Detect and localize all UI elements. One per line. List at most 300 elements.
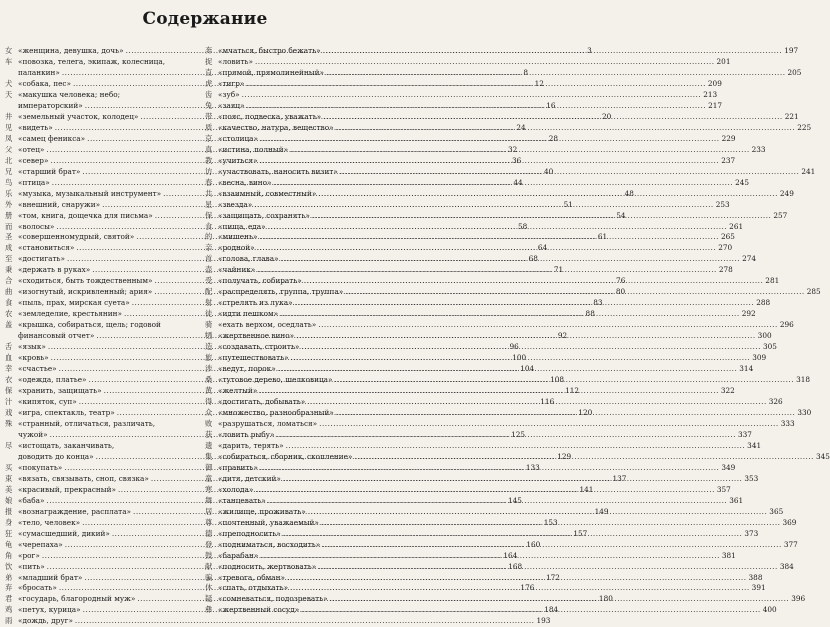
dot-leader (259, 386, 719, 397)
entry-title: «столица» (218, 133, 258, 143)
entry-title: «государь, благородный муж» (18, 594, 136, 604)
entry-title: «холода» (218, 484, 254, 494)
toc-entry[interactable] (5, 419, 201, 430)
entry-page-number: 157 (573, 528, 588, 538)
dot-leader (257, 243, 717, 254)
dot-leader (308, 507, 768, 518)
entry-character: 败 (205, 418, 213, 428)
entry-character: 戏 (5, 407, 13, 417)
entry-character: 曲 (5, 287, 13, 297)
entry-character: 寒 (205, 484, 213, 494)
entry-title: «идти пешком» (218, 309, 279, 319)
entry-page-number: 129 (557, 451, 572, 461)
entry-page-number: 76 (616, 276, 626, 286)
entry-page-number: 180 (598, 594, 613, 604)
entry-title: «красивый, прекрасный» (18, 484, 116, 494)
entry-page-number: 58 (517, 221, 528, 231)
entry-page-number: 149 (594, 506, 609, 516)
entry-page-number: 28 (548, 133, 559, 143)
entry-character: 疑 (205, 594, 213, 604)
entry-character: 鸟 (5, 177, 13, 187)
entry-page-number: 381 (721, 550, 736, 560)
entry-title: «птица» (18, 177, 50, 187)
entry-character: 得 (205, 397, 213, 406)
entry-title: «становиться» (18, 243, 75, 253)
entry-title: «баба» (18, 495, 45, 505)
dot-leader (254, 200, 714, 211)
entry-title: «ехать верхом, оседлать» (218, 320, 317, 330)
dot-leader (318, 189, 778, 200)
entry-title: «держать в руках» (18, 265, 91, 275)
entry-character: 带 (205, 111, 213, 121)
entry-title: «разрушаться, ломаться» (218, 418, 318, 428)
entry-page-number: 245 (735, 177, 750, 187)
entry-title: «весна, вино» (218, 177, 272, 187)
entry-page-number: 400 (762, 605, 777, 615)
entry-page-number: 36 (512, 155, 522, 165)
entry-page-number: 44 (513, 177, 523, 187)
entry-page-number: 32 (507, 144, 518, 154)
entry-character: 德 (205, 528, 213, 538)
entry-character: 井 (5, 111, 13, 121)
entry-character: 狂 (5, 528, 13, 538)
entry-page-number: 108 (550, 375, 565, 385)
entry-character: 黄 (205, 386, 213, 396)
dot-leader (287, 573, 747, 584)
dot-leader (276, 430, 736, 441)
dot-leader (345, 287, 805, 298)
entry-page-number: 281 (765, 276, 780, 286)
dot-leader (312, 211, 772, 222)
entry-title: «старший брат» (18, 166, 81, 176)
entry-character: 龟 (5, 539, 13, 549)
page-title: Содержание (142, 9, 268, 29)
entry-character: 雨 (5, 616, 13, 626)
entry-page-number: 384 (779, 561, 794, 571)
dot-leader (323, 112, 783, 123)
entry-character: 奔 (205, 46, 213, 55)
entry-title: финансовый отчет» (18, 331, 95, 341)
entry-character: 身 (5, 517, 13, 527)
entry-character: 首 (205, 254, 213, 264)
dot-leader (322, 540, 782, 551)
entry-character: 真 (205, 144, 213, 154)
dot-leader (280, 309, 740, 320)
entry-page-number: 296 (779, 320, 794, 330)
entry-title: «счастье» (18, 364, 57, 374)
entry-title: «истина, полный» (218, 144, 289, 154)
entry-title: «барабан» (218, 550, 259, 560)
entry-page-number: 309 (752, 353, 767, 363)
entry-title: «петух, курица» (18, 605, 81, 615)
dot-leader (274, 178, 734, 189)
entry-page-number: 176 (520, 583, 535, 593)
entry-character: 共 (205, 188, 213, 198)
entry-title: «кипяток, суп» (18, 397, 77, 406)
dot-leader (336, 408, 796, 419)
entry-page-number: 61 (597, 232, 608, 242)
dot-leader (255, 57, 715, 68)
entry-page-number: 160 (526, 539, 541, 549)
entry-character: 乐 (5, 188, 13, 198)
entry-character: 彝 (205, 605, 213, 615)
entry-title: «взаимный, совместный» (218, 188, 317, 198)
entry-character: 鸡 (5, 605, 13, 615)
entry-character: 亲 (205, 243, 213, 253)
entry-page-number: 209 (707, 78, 722, 88)
entry-title: «учиться» (218, 155, 258, 165)
entry-character: 食 (205, 221, 213, 231)
toc-entry[interactable] (205, 320, 794, 331)
entry-title: «сумасшедший, дикий» (18, 528, 110, 538)
dot-leader (246, 79, 706, 90)
entry-title: «одежда, платье» (18, 375, 87, 385)
entry-title: «хранить, защищать» (18, 386, 102, 396)
entry-title: «земледелие, крестьянин» (18, 309, 122, 319)
entry-title: «достигать» (18, 254, 65, 264)
entry-title: «мишень» (218, 232, 258, 242)
toc-entry[interactable] (5, 320, 201, 331)
toc-entry[interactable] (5, 90, 201, 101)
entry-title: «видеть» (18, 122, 53, 132)
entry-character: 集 (205, 451, 213, 461)
entry-character: 汁 (5, 397, 13, 406)
entry-title: «ловить» (218, 56, 253, 66)
entry-character: 血 (5, 353, 13, 363)
entry-page-number: 333 (780, 418, 795, 428)
entry-page-number: 137 (612, 473, 627, 483)
entry-page-number: 305 (762, 342, 777, 352)
entry-character: 访 (205, 166, 213, 176)
entry-page-number: 318 (796, 375, 810, 385)
dot-leader (247, 101, 707, 112)
entry-page-number: 51 (563, 199, 573, 209)
entry-title: «тело, человек» (18, 517, 81, 527)
toc-entry[interactable] (205, 56, 731, 68)
entry-page-number: 54 (616, 210, 626, 220)
dot-leader (259, 232, 719, 243)
entry-title: «дарить, терять» (218, 440, 284, 450)
entry-character: 食 (5, 298, 13, 308)
entry-page-number: 168 (508, 561, 523, 571)
entry-page-number: 213 (703, 89, 718, 99)
entry-title: «бросать» (18, 583, 57, 593)
entry-title: «жертвенный сосуд» (218, 605, 300, 615)
entry-title: «тигр» (218, 78, 245, 88)
dot-leader (260, 463, 720, 474)
entry-character: 众 (205, 407, 213, 417)
entry-page-number: 141 (579, 484, 594, 494)
dot-leader (75, 616, 535, 627)
entry-character: 农 (5, 309, 13, 319)
entry-title: «спать, отдыхать» (218, 583, 289, 593)
toc-entry[interactable] (5, 616, 551, 627)
entry-page-number: 225 (797, 122, 812, 132)
entry-character: 获 (205, 429, 213, 439)
entry-title: «ведут, порок» (218, 364, 276, 374)
entry-page-number: 285 (806, 287, 821, 297)
entry-title: «пить» (18, 561, 45, 571)
entry-page-number: 8 (523, 67, 529, 77)
entry-character: 兄 (5, 166, 13, 176)
entry-character: 徒 (205, 309, 213, 319)
entry-page-number: 48 (624, 188, 634, 198)
entry-page-number: 292 (741, 309, 756, 319)
toc-entry[interactable] (205, 440, 762, 452)
dot-leader (295, 298, 755, 309)
entry-character: 圣 (5, 232, 13, 242)
dot-leader (268, 222, 728, 233)
dot-leader (281, 254, 741, 265)
entry-title: «север» (18, 155, 49, 165)
dot-leader (290, 583, 750, 594)
entry-page-number: 345 (815, 451, 830, 461)
dot-leader (286, 441, 746, 452)
entry-page-number: 288 (756, 298, 771, 308)
entry-character: 献 (205, 561, 213, 571)
entry-title: «собираться, сборник, скопление» (218, 451, 353, 461)
entry-page-number: 125 (511, 429, 526, 439)
dot-leader (296, 331, 756, 342)
entry-title: «желтый» (218, 386, 258, 396)
entry-title: «путешествовать» (218, 353, 289, 363)
entry-page-number: 164 (503, 550, 518, 560)
dot-leader (323, 46, 783, 57)
entry-character: 齿 (205, 89, 213, 99)
entry-title: «подносить, жертвовать» (218, 561, 317, 571)
entry-character: 弃 (5, 583, 13, 593)
dot-leader (330, 594, 790, 605)
entry-title: «зуб» (218, 89, 240, 99)
entry-title: «отец» (18, 144, 45, 154)
entry-title: «изогнутый, искривленный; ария» (18, 287, 153, 297)
entry-character: 居 (205, 506, 213, 516)
entry-character: 舌 (5, 342, 13, 352)
entry-page-number: 278 (718, 265, 733, 275)
entry-title: «чайник» (218, 265, 256, 275)
dot-leader (340, 167, 800, 178)
entry-character: 骑 (205, 320, 213, 330)
entry-title: «подниматься, восходить» (218, 539, 321, 549)
entry-title: «прямой, прямолинейный» (218, 67, 324, 77)
entry-title: «истощать, заканчивать, (18, 440, 115, 450)
dot-leader (268, 496, 728, 507)
entry-page-number: 205 (787, 67, 802, 77)
entry-page-number: 40 (543, 166, 554, 176)
toc-entry[interactable] (5, 57, 201, 68)
entry-page-number: 92 (557, 331, 568, 341)
entry-character: 犬 (5, 78, 13, 88)
entry-title: «сомневаться, подозревать» (218, 594, 328, 604)
entry-title: «самец феникса» (18, 133, 86, 143)
entry-page-number: 20 (601, 111, 612, 121)
entry-page-number: 365 (769, 506, 784, 516)
dot-leader (255, 485, 715, 496)
entry-page-number: 369 (782, 517, 797, 527)
entry-character: 尊 (205, 517, 213, 527)
entry-page-number: 24 (516, 122, 526, 132)
entry-page-number: 112 (565, 386, 580, 396)
entry-page-number: 241 (801, 166, 816, 176)
entry-title: «волосы» (18, 221, 55, 231)
entry-title: «распределять, группа, труппа» (218, 287, 344, 297)
entry-character: 鼓 (205, 550, 213, 560)
entry-title: «макушка человека; небо; (18, 89, 121, 99)
entry-page-number: 233 (751, 144, 766, 154)
entry-title: «музыка, музыкальный инструмент» (18, 188, 162, 198)
entry-title: «участвовать, наносить визит» (218, 166, 338, 176)
entry-page-number: 201 (716, 56, 731, 66)
entry-page-number: 257 (773, 210, 788, 220)
entry-title: доводить до конца» (18, 451, 94, 461)
entry-character: 饮 (5, 561, 13, 571)
entry-character: 而 (5, 221, 13, 231)
entry-character: 凤 (5, 133, 13, 143)
entry-page-number: 274 (742, 254, 757, 264)
entry-page-number: 64 (537, 243, 548, 253)
entry-title: «пыль, прах, мирская суета» (18, 298, 130, 308)
entry-title: «язык» (18, 342, 46, 352)
entry-page-number: 377 (783, 539, 798, 549)
entry-title: «пища, еда» (218, 221, 266, 231)
entry-title: «звезда» (218, 199, 253, 209)
entry-character: 束 (5, 473, 13, 483)
entry-character: 车 (5, 56, 13, 66)
entry-page-number: 300 (757, 331, 772, 341)
entry-title: чужой» (18, 429, 48, 439)
entry-title: «том, книга, дощечка для письма» (18, 210, 153, 220)
entry-character: 直 (205, 67, 213, 77)
dot-leader (290, 145, 750, 156)
entry-title: «черепаха» (18, 539, 63, 549)
dot-leader (336, 123, 796, 134)
entry-character: 星 (205, 199, 213, 209)
entry-title: «крышка, собираться, щель; годовой (18, 320, 161, 330)
dot-leader (318, 562, 778, 573)
toc-entry[interactable] (5, 441, 201, 452)
entry-character: 盖 (5, 320, 13, 330)
entry-character: 北 (5, 155, 13, 165)
entry-title: «совершенномудрый, святой» (18, 232, 135, 242)
entry-title: «повозка, телега, экипаж, колесница, (18, 56, 166, 66)
entry-page-number: 104 (520, 364, 535, 374)
entry-title: «покупать» (18, 462, 63, 472)
entry-title: паланкин» (18, 67, 60, 77)
entry-title: «игра, спектакль, театр» (18, 407, 115, 417)
entry-character: 秉 (5, 265, 13, 275)
entry-character: 教 (205, 155, 213, 165)
entry-page-number: 261 (729, 221, 744, 231)
entry-character: 衣 (5, 375, 13, 385)
entry-page-number: 270 (718, 243, 733, 253)
entry-page-number: 314 (739, 364, 754, 374)
dot-leader (291, 353, 751, 364)
entry-title: «жилище, проживать» (218, 506, 306, 516)
entry-character: 春 (205, 177, 213, 187)
entry-character: 外 (5, 199, 13, 209)
entry-page-number: 172 (545, 572, 560, 582)
entry-title: «пояс, подвеска, уважать» (218, 111, 322, 121)
entry-character: 受 (205, 276, 213, 286)
entry-title: «голова, глава» (218, 254, 279, 264)
entry-page-number: 12 (534, 78, 544, 88)
entry-title: «женщина, девушка, дочь» (18, 46, 124, 55)
dot-leader (321, 518, 781, 529)
entry-character: 御 (205, 462, 213, 472)
dot-leader (301, 605, 761, 616)
entry-character: 父 (5, 144, 13, 154)
toc-entry[interactable] (205, 418, 795, 430)
entry-title: «править» (218, 462, 258, 472)
dot-leader (334, 375, 794, 386)
entry-title: императорский» (18, 100, 83, 110)
entry-character: 尽 (5, 440, 13, 450)
entry-page-number: 388 (748, 572, 763, 582)
entry-title: «преподносить» (218, 528, 281, 538)
entry-character: 涉 (205, 364, 213, 374)
entry-title: «мчаться, быстро бежать» (218, 46, 321, 55)
entry-title: «младший брат» (18, 572, 83, 582)
toc-entry[interactable] (205, 46, 799, 57)
entry-page-number: 71 (553, 265, 564, 275)
entry-character: 旅 (205, 353, 213, 363)
entry-page-number: 80 (615, 287, 626, 297)
entry-character: 册 (5, 210, 13, 220)
toc-entry[interactable] (205, 67, 802, 79)
entry-character: 女 (5, 46, 13, 55)
entry-page-number: 357 (716, 484, 731, 494)
entry-character: 成 (5, 243, 13, 253)
dot-leader (354, 452, 814, 463)
entry-title: «качество, натура, вещество» (218, 122, 334, 132)
entry-page-number: 253 (715, 199, 730, 209)
dot-leader (260, 551, 720, 562)
entry-character: 的 (205, 232, 213, 242)
entry-page-number: 361 (729, 495, 744, 505)
entry-page-number: 249 (779, 188, 794, 198)
entry-character: 兔 (205, 100, 213, 110)
entry-character: 骗 (205, 572, 213, 582)
entry-character: 殊 (5, 418, 13, 428)
dot-leader (278, 364, 738, 375)
entry-character: 射 (205, 298, 213, 308)
entry-title: «дитя, детский» (218, 473, 281, 483)
entry-character: 遗 (205, 440, 213, 450)
entry-page-number: 3 (587, 46, 592, 55)
entry-title: «защищать, сохранять» (218, 210, 310, 220)
entry-character: 童 (205, 473, 213, 483)
entry-page-number: 322 (720, 386, 735, 396)
entry-character: 买 (5, 462, 13, 472)
dot-leader (257, 265, 717, 276)
entry-page-number: 133 (525, 462, 540, 472)
entry-character: 配 (205, 287, 213, 297)
entry-page-number: 116 (540, 397, 555, 406)
entry-title: «получать, собирать» (218, 276, 302, 286)
toc-entry[interactable] (205, 89, 718, 101)
entry-page-number: 330 (797, 407, 812, 417)
entry-character: 见 (5, 122, 13, 132)
entry-title: «множество, разнообразный» (218, 407, 334, 417)
entry-character: 美 (5, 484, 13, 494)
entry-title: «танцевать» (218, 495, 266, 505)
entry-character: 角 (5, 550, 13, 560)
dot-leader (283, 529, 743, 540)
entry-page-number: 237 (721, 155, 736, 165)
dot-leader (319, 419, 779, 430)
entry-character: 幸 (5, 364, 13, 374)
entry-page-number: 83 (593, 298, 603, 308)
